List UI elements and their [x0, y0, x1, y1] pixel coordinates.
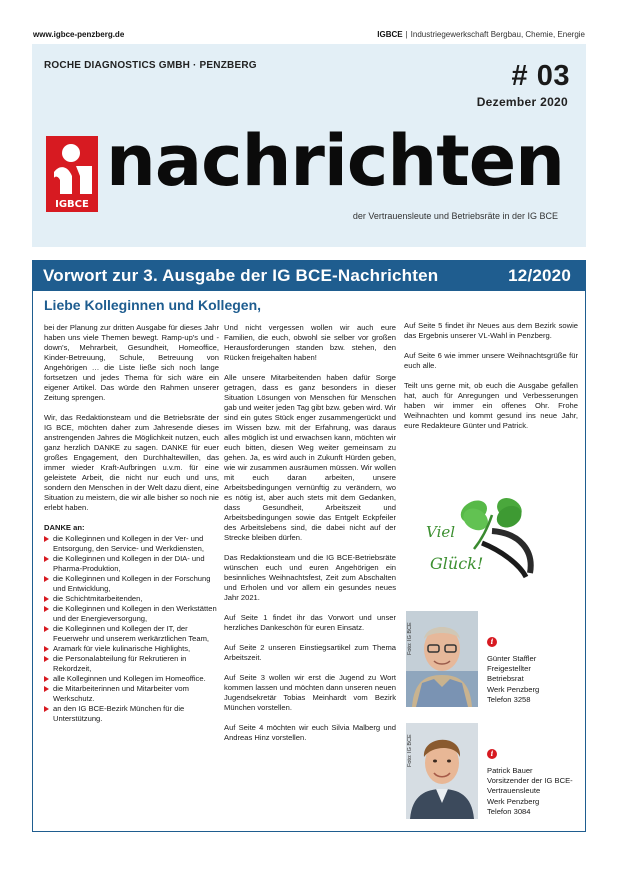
list-item: die Mitarbeiterinnen und Mitarbeiter vom Werkschutz. [44, 684, 219, 704]
masthead [32, 44, 586, 247]
info-icon: i [487, 637, 497, 647]
paragraph: bei der Planung zur dritten Ausgabe für dieses Jahr haben uns viele Themen bewegt. Ramp-up's und -down's, Mehrarbeit, Gesundheit, Homeoffice, Kinder-Betreuung, Schule, Betreuung von Angehörigen … die Liste ließe sich noch lange fortsetzen und jedes Thema für sich wäre ein eigener Artikel. Das würde den Rahmen unserer Zeitung sprengen. [44, 323, 219, 402]
paragraph: Und nicht vergessen wollen wir auch eure Familien, die euch, obwohl sie selber vor großen Herausforderungen standen bzw. stehen, den Rücken freigehalten haben! [224, 323, 396, 362]
portrait-photo [406, 723, 478, 819]
union-long: Industriegewerkschaft Bergbau, Chemie, Energie [410, 30, 585, 39]
article [32, 260, 586, 832]
list-item: die Kolleginnen und Kollegen der IT, der Feuerwehr und unserem werkärztlichen Team, [44, 624, 219, 644]
contact-line: Telefon 3084 [487, 806, 531, 816]
column-1 [44, 323, 219, 724]
list-item: die Kolleginnen und Kollegen in der DIA- und Pharma-Produktion, [44, 554, 219, 574]
union-name [377, 30, 585, 39]
headline-date: 12/2020 [508, 266, 571, 285]
issue-number: # 03 [511, 60, 570, 92]
contact-line: Freigestellter [487, 664, 531, 674]
company-name: ROCHE DIAGNOSTICS GMBH · PENZBERG [44, 60, 257, 71]
top-bar [0, 0, 617, 40]
brand-subtitle: der Vertrauensleute und Betriebsräte in der IG BCE [352, 211, 558, 221]
clover-text-2: Glück! [430, 554, 484, 573]
paragraph: Wir, das Redaktionsteam und die Betriebsräte der IG BCE, möchten daher zum Jahresende dieses anstrengenden Jahres die Möglichkeit nutzen, euch ganz herzlich DANKE zu sagen. DANKE für euer großes Engagement, den Durchhaltewillen, das immer wieder Kraft-Aufbringen u.v.m. für eine geleistete Arbeit, die nicht nur euch und uns, sondern den Menschen in der Welt dazu dient, eine Situation zu meistern, die wir alle bisher so noch nie erlebt haben. [44, 413, 219, 512]
person-photo-icon [406, 723, 478, 819]
list-item: die Kolleginnen und Kollegen in der Ver- und Entsorgung, den Service- und Werkdiensten, [44, 534, 219, 554]
contact-line: Vertrauensleute [487, 786, 541, 796]
contact-card [406, 719, 578, 819]
list-item: alle Kolleginnen und Kollegen im Homeoffice. [44, 674, 219, 684]
paragraph: Alle unsere Mitarbeitenden haben dafür Sorge getragen, dass es ganz besonders in dieser Situation Lösungen von Menschen für Menschen gab und weiter jeden Tag gibt bzw. geben wird. Wir sind ein gutes Stück enger zusammengerückt und im Wissen bzw. mit der Erfahrung, was daraus alles möglich ist und erwachsen kann, möchten wir euch bitten, diesen Weg weiter gemeinsam zu gehen. Ja, es wird auch in Zukunft Hürden geben, wie wir zusammen ausräumen müssen. Wir wollen mit euch daran arbeiten, unsere Arbeitsbedingungen vernünftig zu verändern, wo es nötig ist, aber auch stets mit dem Gedanken, dass Gesundheit, Arbeitszeit und Arbeitsbedingungen sowie das Entgelt Eckpfeiler des Arbeitslebens sind, die dabei nicht auf der Strecke bleiben dürfen. [224, 373, 396, 542]
horseshoe-arc [482, 543, 526, 577]
paragraph: Auf Seite 3 wollen wir erst die Jugend zu Wort kommen lassen und möchten dann unseren neuen Jugendsekretär Tobias Meinhardt vom Bezirk München vorstellen. [224, 673, 396, 712]
paragraph: Auf Seite 5 findet ihr Neues aus dem Bezirk sowie das Ergebnis unserer VL-Wahl in Penzberg. [404, 321, 578, 340]
list-item: die Schichtmitarbeitenden, [44, 594, 219, 604]
logo-text: IGBCE [55, 199, 89, 210]
list-item: die Personalabteilung für Rekrutieren in Rekordzeit, [44, 654, 219, 674]
clover-text-1: Viel [426, 523, 456, 541]
info-icon: i [487, 749, 497, 759]
column-3 [404, 321, 578, 441]
contact-line: Werk Penzberg [487, 796, 540, 806]
person-photo-icon [406, 611, 478, 707]
paragraph: Auf Seite 2 unseren Einstiegsartikel zum Thema Arbeitszeit. [224, 643, 396, 662]
photo-credit: Foto: IG BCE [407, 622, 413, 655]
headline-bar [33, 261, 585, 291]
brand-title: nachrichten [106, 120, 565, 202]
clover-illustration [422, 473, 542, 579]
website-link[interactable]: www.igbce-penzberg.de [33, 30, 125, 39]
thanks-title: DANKE an: [44, 523, 85, 532]
paragraph: Auf Seite 4 möchten wir euch Silvia Malberg und Andreas Hinz vorstellen. [224, 723, 396, 742]
issue-date: Dezember 2020 [476, 95, 568, 109]
contact-line: Patrick Bauer [487, 766, 533, 775]
paragraph: Auf Seite 1 findet ihr das Vorwort und unser herzliches Dankeschön für euren Einsatz. [224, 613, 396, 632]
paragraph: Teilt uns gerne mit, ob euch die Ausgabe gefallen hat, auch für Anregungen und Verbesserungen haben wir immer ein offenes Ohr. Frohe Weihnachten und kommt gesund ins neue Jahr, eure Redakteure Günter und Patrick. [404, 381, 578, 430]
union-separator: | [405, 30, 408, 39]
igbce-logo [46, 136, 98, 212]
contact-details [487, 766, 573, 817]
greeting: Liebe Kolleginnen und Kollegen, [44, 297, 262, 313]
paragraph: Das Redaktionsteam und die IG BCE-Betriebsräte wünschen euch und euren Angehörigen ein besinnliches Weihnachtsfest, Zeit zum Abschalten und Erholen und vor allem ein gesundes neues Jahr 2021. [224, 553, 396, 602]
list-item: an den IG BCE-Bezirk München für die Unterstützung. [44, 704, 219, 724]
list-item: die Kolleginnen und Kollegen in der Forschung und Entwicklung, [44, 574, 219, 594]
list-item: die Kolleginnen und Kollegen in den Werkstätten und der Energieversorgung, [44, 604, 219, 624]
contact-line: Betriebsrat [487, 674, 524, 684]
list-item: Aramark für viele kulinarische Highlights, [44, 644, 219, 654]
contact-line: Telefon 3258 [487, 694, 531, 704]
headline-title: Vorwort zur 3. Ausgabe der IG BCE-Nachrichten [43, 266, 439, 285]
union-short: IGBCE [377, 30, 403, 39]
contact-details [487, 654, 539, 705]
photo-credit: Foto: IG BCE [407, 734, 413, 767]
portrait-photo [406, 611, 478, 707]
column-2 [224, 323, 396, 753]
paragraph: Auf Seite 6 wie immer unsere Weihnachtsgrüße für euch alle. [404, 351, 578, 370]
contact-line: Günter Staffler [487, 654, 537, 663]
contact-line: Werk Penzberg [487, 684, 540, 694]
contact-line: Vorsitzender der IG BCE- [487, 776, 573, 786]
thanks-list [44, 534, 219, 724]
contact-card [406, 607, 578, 707]
